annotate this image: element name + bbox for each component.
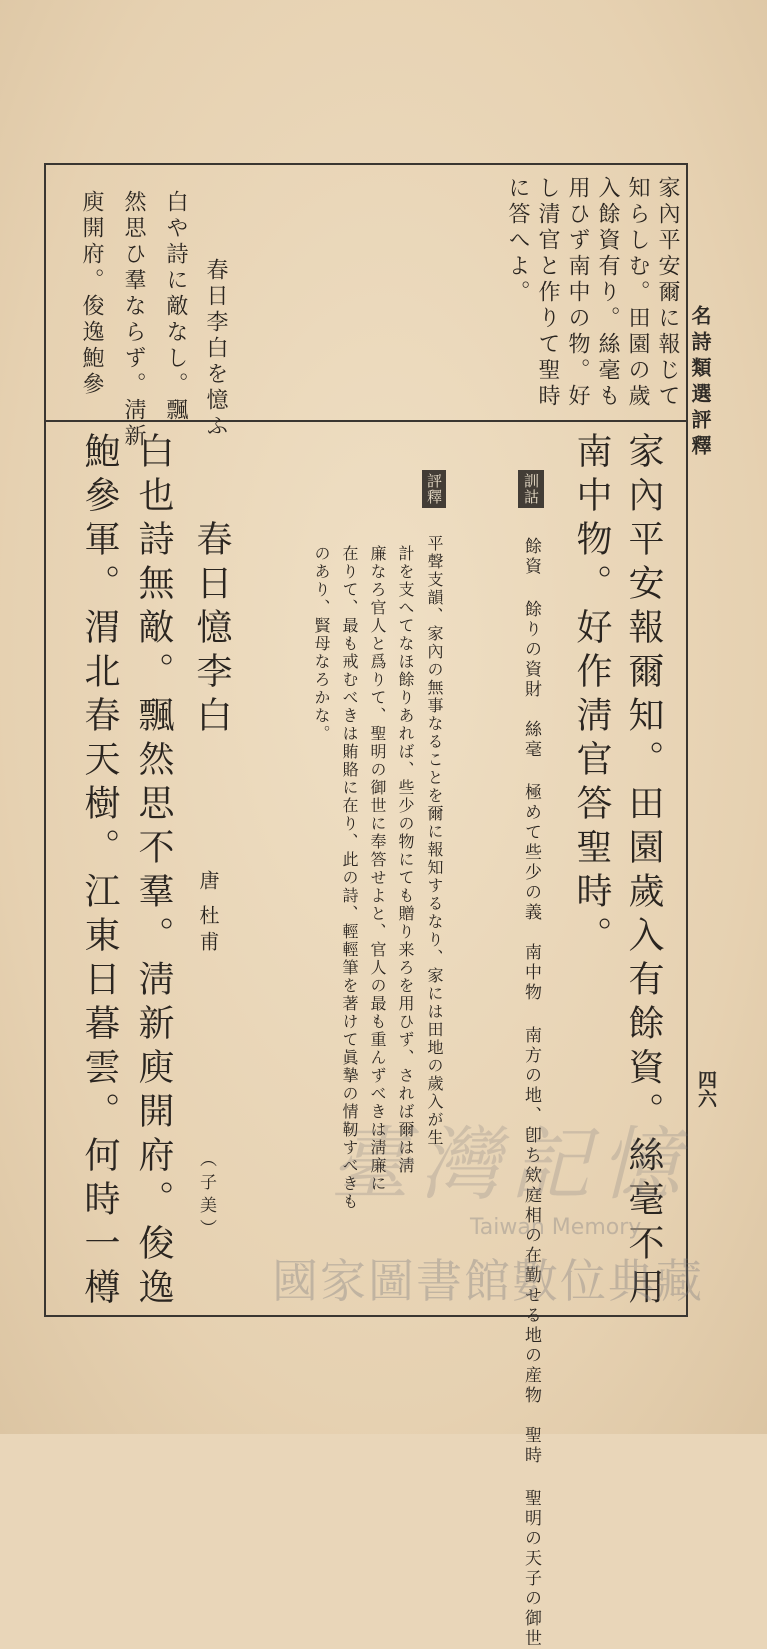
next-translation-line-2: 然思ひ羣ならず。淸新 (121, 190, 146, 450)
watermark-logo: 臺灣記憶 (330, 1118, 690, 1211)
gloss-block (518, 470, 544, 1649)
poem2-dynasty: 唐 (196, 870, 220, 896)
top-translation-line-1: 家內平安爾に報じて (655, 176, 680, 410)
gloss-label: 訓詁 (518, 470, 544, 508)
commentary-line-5: のあり、賢母なろかな。 (312, 545, 331, 743)
poem2-author: 杜甫 (196, 905, 220, 957)
commentary-line-4: 在りて、最も戒むべきは賄賂に在り、此の詩、輕輕筆を著けて眞摯の情靭すべきも (340, 545, 359, 1211)
top-translation-line-5: し清官と作りて聖時 (535, 176, 560, 410)
watermark-subtitle: Taiwan Memory (470, 1215, 642, 1240)
next-translation-line-1: 白や詩に敵なし。飄 (163, 190, 188, 424)
commentary-line-3: 廉なろ官人と爲りて、聖明の御世に奉答せよと、官人の最も重んずべきは淸廉に (368, 545, 387, 1193)
book-title: 名詩類選評釋 (688, 305, 712, 461)
next-poem-title-translation: 春日李白を憶ふ (203, 258, 228, 440)
top-translation-line-6: に答へよ。 (505, 176, 530, 306)
commentary-line-2: 計を支へてなほ餘りあれば、些少の物にても贈り来ろを用ひず、されば爾は淸 (396, 545, 415, 1175)
page-number: 四六 (695, 1070, 717, 1108)
top-translation-line-2: 知らしむ。田園の歲 (625, 176, 650, 410)
commentary-line-1: 平聲支韻、家內の無事なることを爾に報知するなり、家には田地の歲入が生 (425, 535, 444, 1147)
poem2-title: 春日憶李白 (191, 520, 232, 740)
watermark-text: 國家圖書館數位典藏 (272, 1254, 704, 1308)
top-translation-line-4: 用ひず南中の物。好 (565, 176, 590, 410)
poem2-line-1: 白也詩無敵。飄然思不羣。淸新庾開府。俊逸 (133, 432, 174, 1312)
top-translation-line-3: 入餘資有り。絲毫も (595, 176, 620, 410)
poem2-courtesy-name: （子美） (196, 1150, 216, 1242)
next-translation-line-3: 庾開府。俊逸鮑參 (79, 190, 104, 398)
poem2-line-2: 鮑參軍。渭北春天樹。江東日暮雲。何時一樽 (79, 432, 120, 1312)
poem1-line-1: 家內平安報爾知。田園歲入有餘資。絲毫不用 (623, 432, 664, 1312)
gloss-text: 餘資 餘りの資財 絲毫 極めて些少の義 南中物 南方の地、卽ち欸庭相の在勤せる地の産物 聖時 聖明の天子の御世 (521, 537, 541, 1649)
commentary-block (422, 470, 446, 1147)
commentary-label: 評釋 (422, 470, 446, 508)
poem1-line-2: 南中物。好作淸官答聖時。 (571, 432, 612, 960)
